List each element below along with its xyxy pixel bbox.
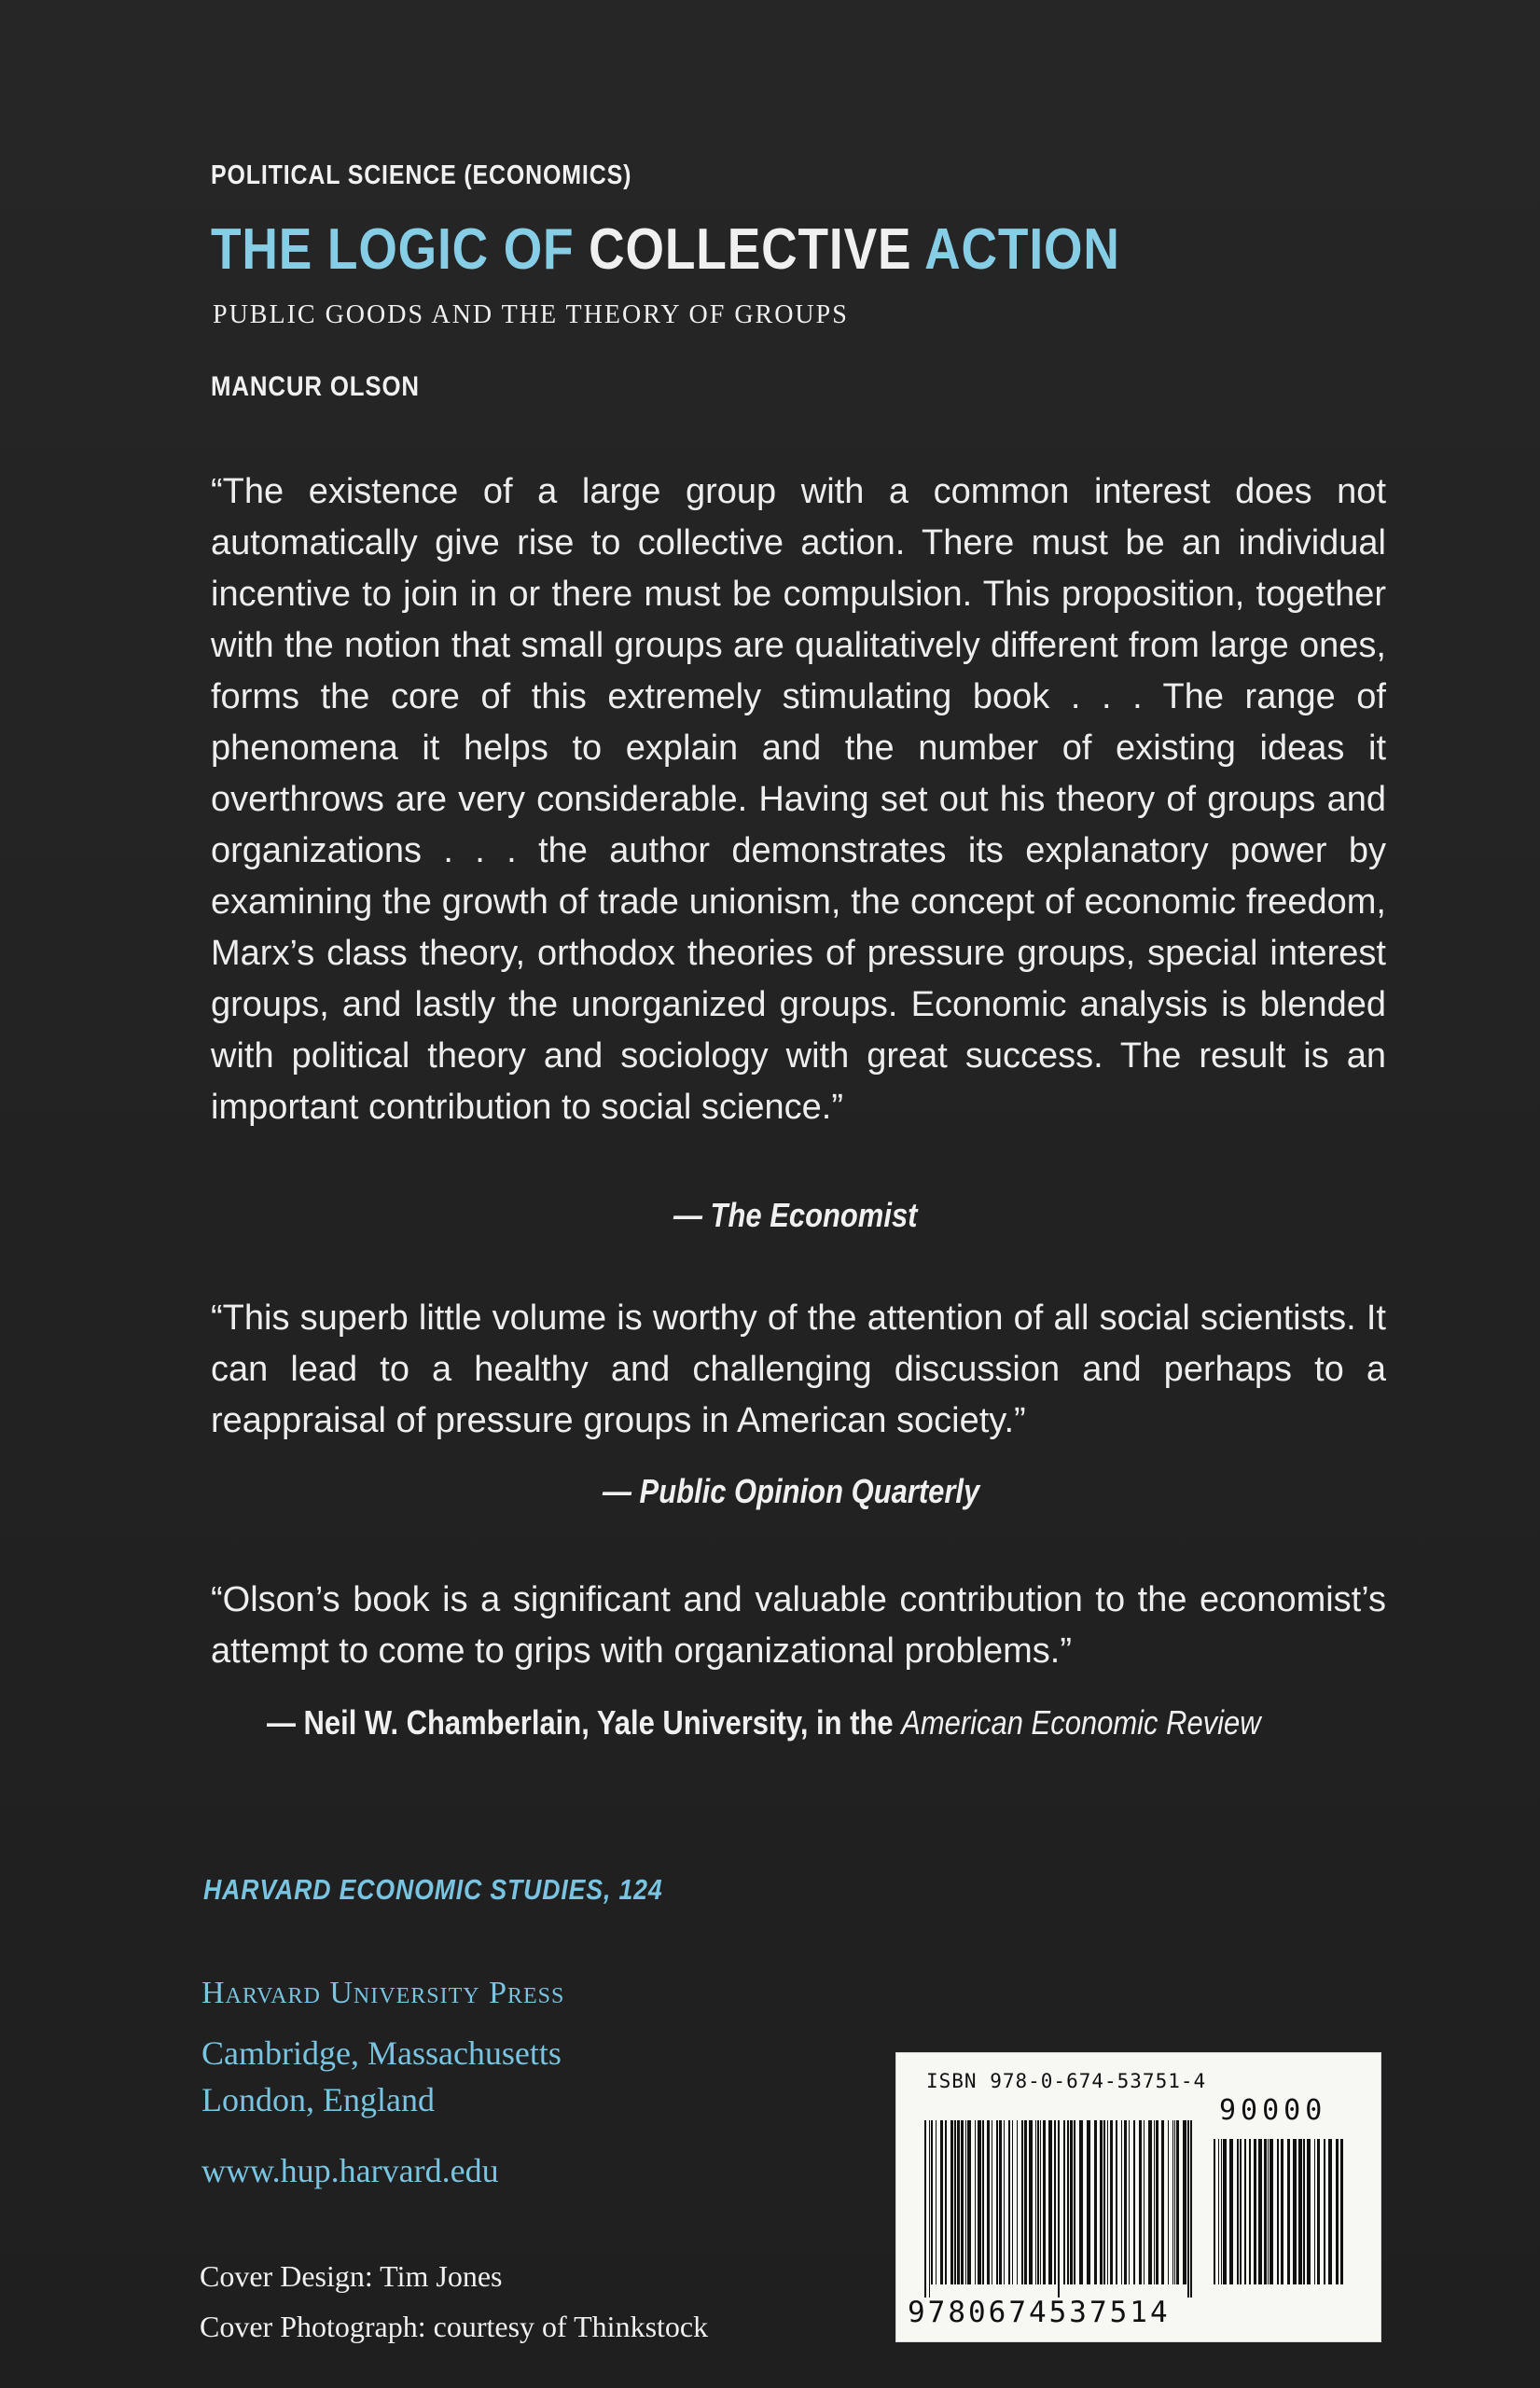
barcode-bar (1336, 2139, 1339, 2284)
barcode-bar (1040, 2120, 1041, 2284)
barcode-bar (967, 2120, 971, 2284)
barcode-bar (1249, 2139, 1251, 2284)
barcode-bar (1063, 2120, 1065, 2284)
barcode-bar (950, 2120, 953, 2284)
title-part-1: THE LOGIC OF (211, 217, 590, 282)
barcode-bar (1037, 2120, 1039, 2284)
barcode-bar (982, 2120, 984, 2284)
barcode-bar (1172, 2120, 1173, 2284)
barcode-bar (1139, 2120, 1142, 2284)
barcode-bar (1058, 2120, 1060, 2298)
barcode-bar (1070, 2120, 1073, 2284)
barcode-bar (1221, 2139, 1222, 2284)
barcode-bar (1144, 2120, 1145, 2284)
attribution-journal: American Economic Review (901, 1703, 1261, 1742)
barcode-bar (1254, 2139, 1256, 2284)
barcode-bar (1190, 2120, 1192, 2298)
review-quote-chamberlain: “Olson’s book is a significant and valuable contribution to the economist’s attempt to come to grips with organizational problems.” (211, 1580, 1386, 1671)
barcode-bar (1079, 2120, 1083, 2284)
price-code: 90000 (1219, 2094, 1327, 2127)
series-label: HARVARD ECONOMIC STUDIES, 124 (203, 1873, 663, 1906)
barcode-bar (1067, 2120, 1069, 2284)
review-quote-public-opinion: “This superb little volume is worthy of the attention of all social scientists. It can lead to a healthy and challenging discussion and perhaps to a reappraisal of pressure groups in American society.” (211, 1298, 1386, 1440)
barcode-bar (1129, 2120, 1130, 2284)
barcode-bar (1287, 2139, 1290, 2284)
barcode-bar (924, 2120, 926, 2298)
barcode-bar (1124, 2120, 1127, 2284)
isbn-text: ISBN 978-0-674-53751-4 (926, 2070, 1207, 2092)
barcode-bar (931, 2120, 933, 2284)
barcode-bar (1021, 2120, 1023, 2284)
barcode-bar (1223, 2139, 1227, 2284)
barcode-bar (1074, 2120, 1075, 2284)
barcode-bar (1043, 2120, 1046, 2284)
barcode-bar (1094, 2120, 1097, 2284)
barcode-bar (1103, 2120, 1105, 2284)
barcode-bar (1298, 2139, 1302, 2284)
ean-barcode (924, 2120, 1195, 2298)
barcode-bar (1237, 2139, 1239, 2284)
barcode-bar (1214, 2139, 1215, 2284)
barcode-bar (1340, 2139, 1343, 2284)
barcode-bar (999, 2120, 1002, 2284)
cover-design-credit: Cover Design: Tim Jones (200, 2259, 503, 2293)
barcode-bar (1244, 2139, 1246, 2284)
barcode-bar (1133, 2120, 1135, 2284)
barcode-bar (1229, 2139, 1233, 2284)
book-subtitle: PUBLIC GOODS AND THE THEORY OF GROUPS (213, 300, 849, 329)
barcode-bar (954, 2120, 956, 2284)
book-title (211, 216, 1120, 283)
barcode-bar (1156, 2120, 1158, 2284)
barcode-bar (1004, 2120, 1005, 2284)
barcode-bar (1277, 2139, 1279, 2284)
title-part-3: ACTION (911, 217, 1120, 282)
publisher-city-1: Cambridge, Massachusetts (201, 2034, 562, 2072)
barcode-bar (1269, 2139, 1273, 2284)
barcode-bar (1107, 2120, 1108, 2284)
barcode-bar (1116, 2120, 1117, 2284)
price-addon-barcode (1214, 2139, 1349, 2298)
title-part-2: COLLECTIVE (589, 217, 912, 282)
barcode-bar (1293, 2139, 1297, 2284)
barcode-bar (1317, 2139, 1320, 2284)
barcode-bar (1100, 2120, 1103, 2284)
barcode-bar (945, 2120, 947, 2284)
publisher-url[interactable]: www.hup.harvard.edu (201, 2152, 499, 2189)
barcode-bar (987, 2120, 990, 2284)
category-label: POLITICAL SCIENCE (ECONOMICS) (211, 160, 632, 190)
barcode-bar (1121, 2120, 1122, 2284)
barcode-bar (1054, 2120, 1056, 2284)
barcode-bar (965, 2120, 966, 2284)
barcode-bar (1176, 2120, 1179, 2284)
barcode-bar (961, 2120, 964, 2284)
review-attribution-chamberlain (267, 1703, 1261, 1742)
barcode-bar (1187, 2120, 1189, 2298)
barcode-bar (1264, 2139, 1267, 2284)
barcode-bar (1307, 2139, 1311, 2284)
barcode-bar (1314, 2139, 1315, 2284)
barcode-bar (1029, 2120, 1033, 2284)
barcode-bar (1017, 2120, 1018, 2284)
review-attribution-economist: — The Economist (673, 1196, 918, 1234)
barcode-bar (1303, 2139, 1305, 2284)
barcode-bar (1328, 2139, 1332, 2284)
barcode-bar (1174, 2120, 1175, 2284)
author-name: MANCUR OLSON (211, 371, 420, 402)
barcode-bar (1161, 2120, 1164, 2284)
publisher-city-2: London, England (201, 2081, 435, 2118)
barcode-bar (1183, 2120, 1186, 2284)
barcode-bar (1148, 2120, 1152, 2284)
ean-number: 9780674537514 (908, 2296, 1171, 2329)
barcode-panel (895, 2052, 1381, 2342)
barcode-bar (1012, 2120, 1013, 2284)
barcode-bar (1240, 2139, 1242, 2284)
barcode-bar (1168, 2120, 1169, 2284)
barcode-bar (996, 2120, 998, 2284)
barcode-bar (1087, 2120, 1090, 2284)
barcode-bar (1035, 2120, 1036, 2284)
barcode-bar (1218, 2139, 1219, 2284)
barcode-bar (1048, 2120, 1052, 2284)
barcode-bar (1268, 2139, 1269, 2284)
barcode-bar (978, 2120, 981, 2284)
publisher-name: Harvard University Press (201, 1976, 565, 2010)
cover-photo-credit: Cover Photograph: courtesy of Thinkstock (200, 2310, 709, 2343)
review-attribution-public-opinion: — Public Opinion Quarterly (603, 1472, 980, 1510)
barcode-bar (975, 2120, 976, 2284)
barcode-bar (1024, 2120, 1027, 2284)
barcode-bar (1324, 2139, 1325, 2284)
barcode-bar (1110, 2120, 1113, 2284)
barcode-bar (1281, 2139, 1283, 2284)
barcode-bar (1258, 2139, 1262, 2284)
review-quote-economist: “The existence of a large group with a common interest does not automatically give rise to collective action. There must be an individual incentive to join in or there must be compulsion. This proposition, together with the notion that small groups are qualitatively different from large ones, forms the core of this extremely stimulating book . . . The range of phenomena it helps to explain and the number of existing ideas it overthrows are very considerable. Having set out his theory of groups and organizations . . . the author demonstrates its explanatory power by examining the growth of trade unionism, the concept of economic freedom, Marx’s class theory, orthodox theories of pressure groups, special interest groups, and lastly the unorganized groups. Economic analysis is blended with political theory and sociology with great success. The result is an important contribution to social science.” (211, 472, 1386, 1127)
barcode-bar (940, 2120, 943, 2284)
barcode-bar (957, 2120, 960, 2284)
barcode-bar (929, 2120, 930, 2298)
barcode-bar (1008, 2120, 1010, 2284)
barcode-bar (1154, 2120, 1155, 2284)
attribution-author: — Neil W. Chamberlain, Yale University, in the (267, 1703, 902, 1742)
